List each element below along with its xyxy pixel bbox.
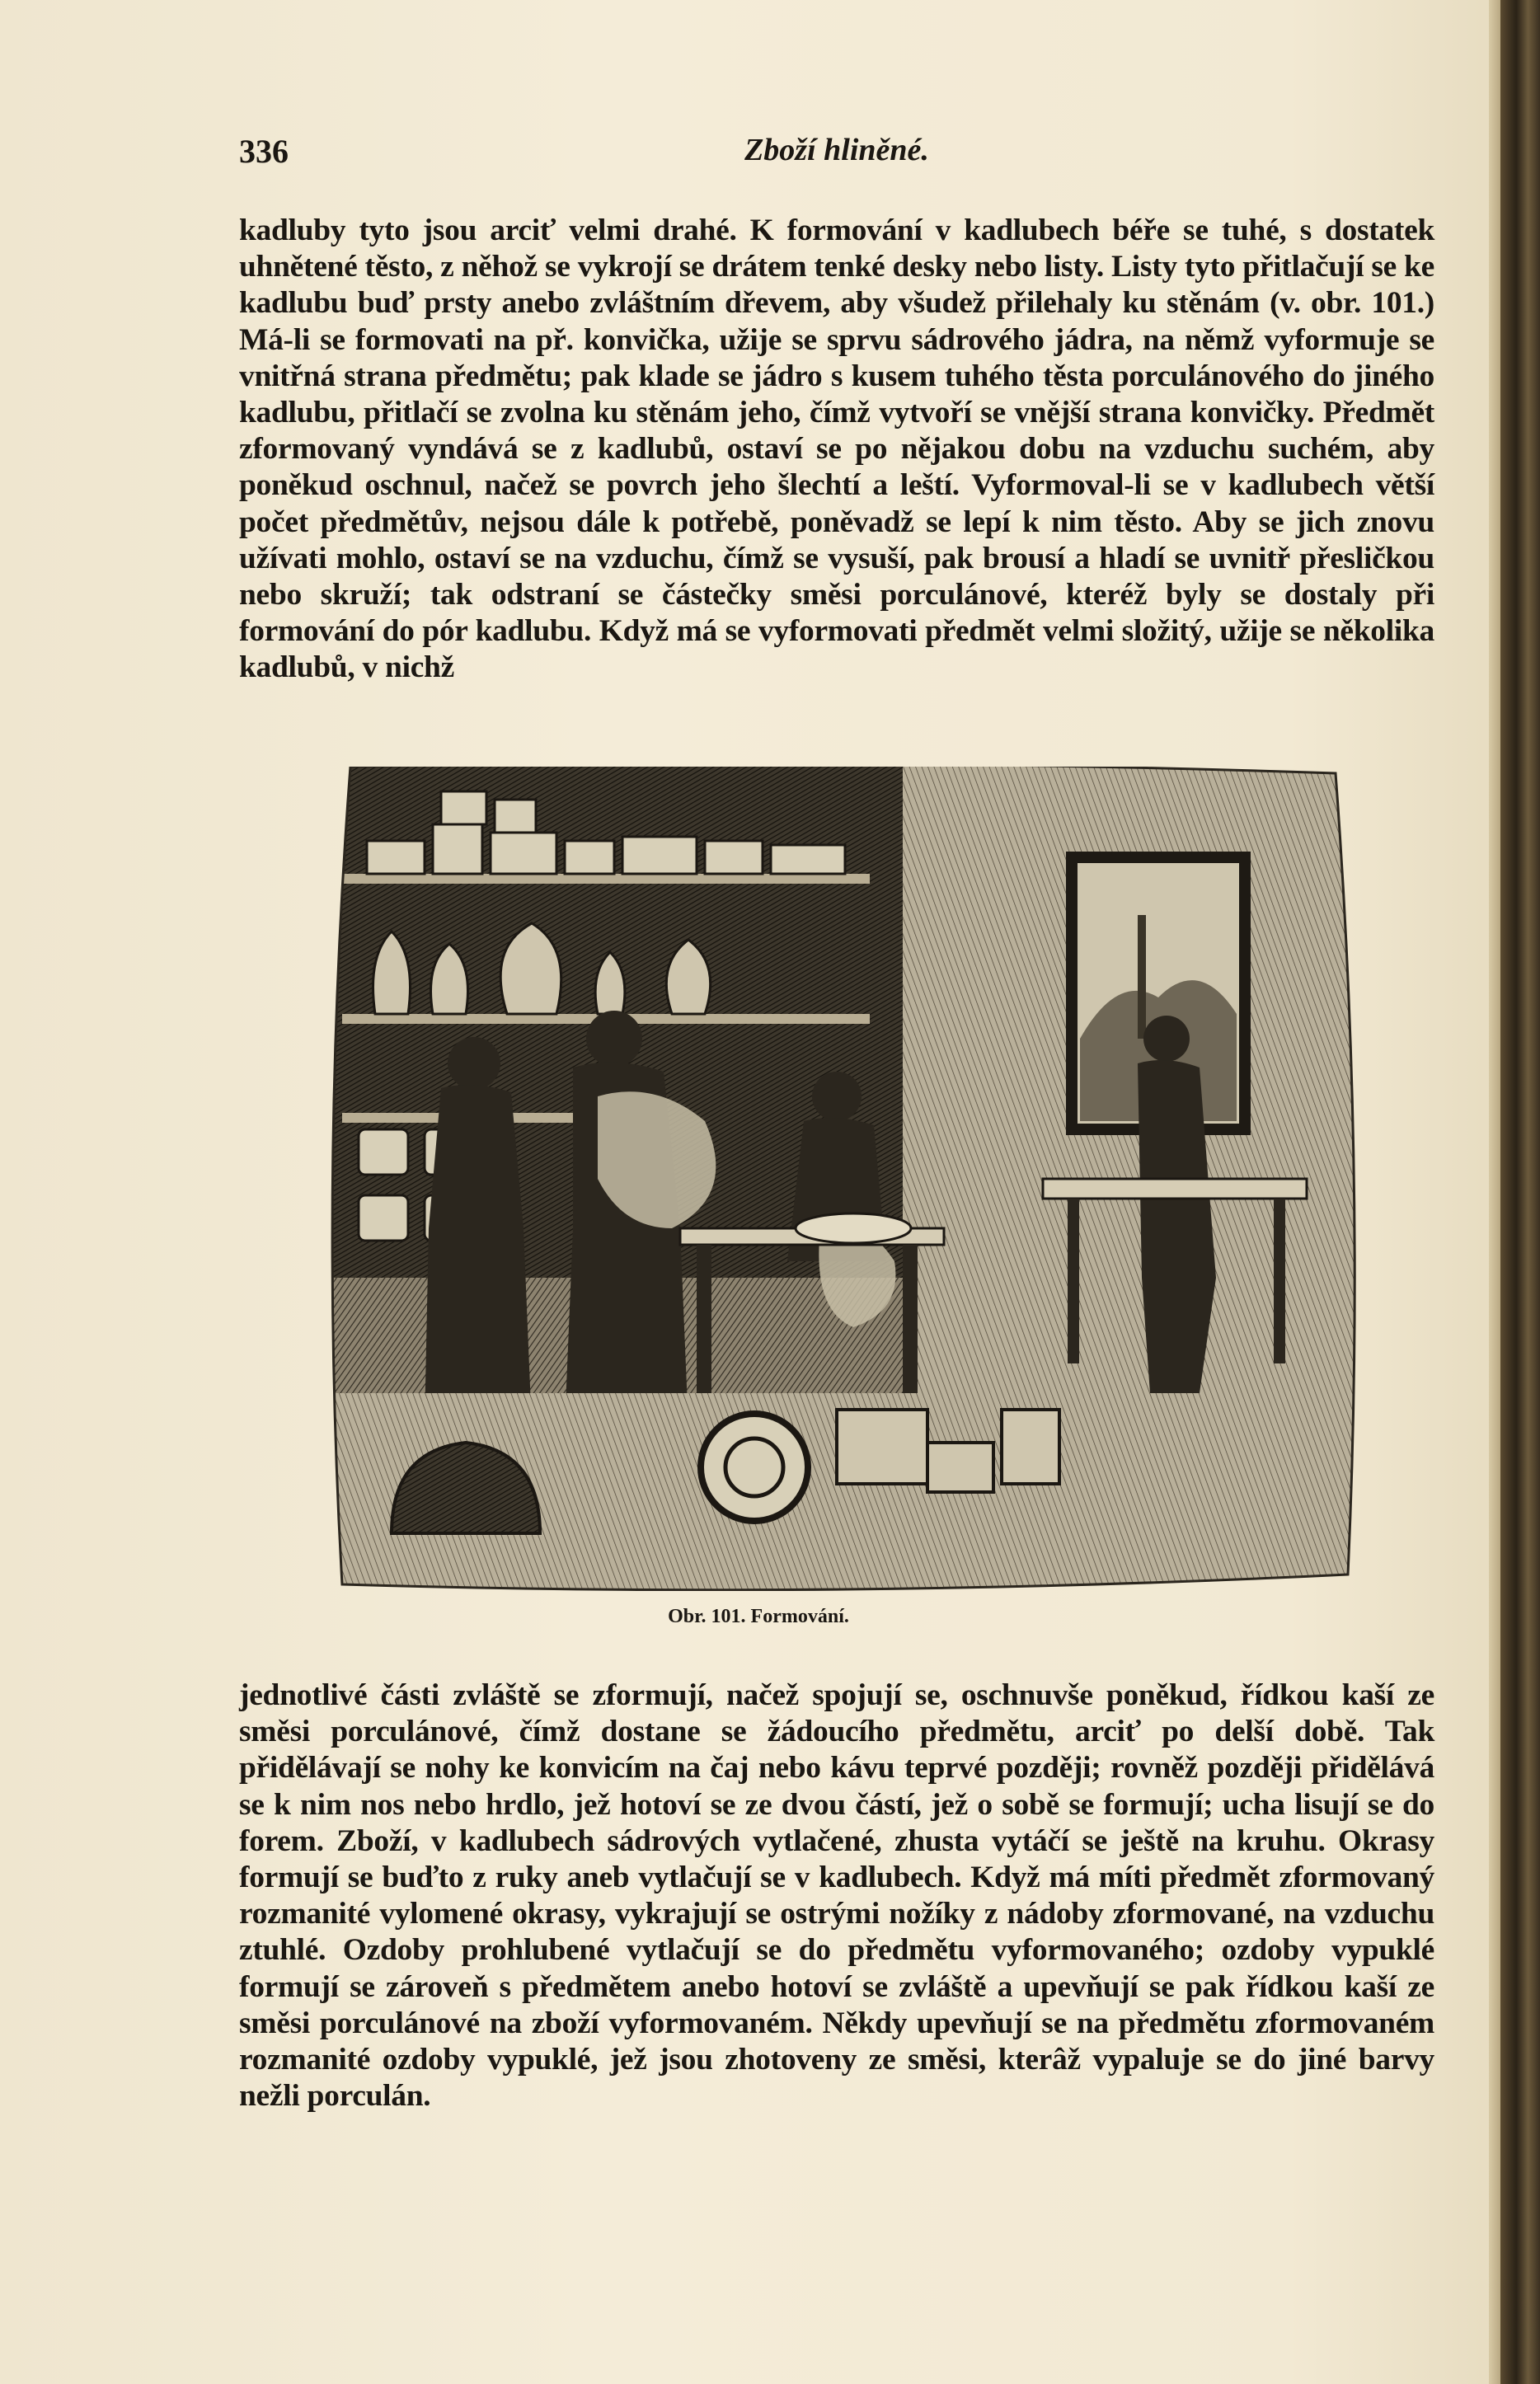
page-header [239, 132, 1434, 173]
workshop-engraving [326, 767, 1360, 1591]
paragraph-2: jednotlivé části zvláště se zformují, načež spojují se, oschnuvše poněkud, řídkou kaší ze směsi porculánové, čímž dostane se žádoucího předmětu, arciť po delší době. Tak přidělávají se nohy ke konvicím na čaj nebo kávu teprvé později; rovněž později přidělává se k nim nos nebo hrdlo, jež hotoví se ze dvou částí, jež o sobě se formují; ucha lisují se do forem. Zboží, v kadlubech sádrových vytlačené, zhusta vytáčí se ještě na kruhu. Okrasy formují se buďto z ruky aneb vytlačují se v kadlubech. Když má míti předmět zformovaný rozmanité vylomené okrasy, vykrajují se ostrými nožíky z nádoby zformované, na vzduchu ztuhlé. Ozdoby prohlubené vytlačují se do předmětu vyformovaného; ozdoby vypuklé formují se zároveň s předmětem anebo hotoví se zvláště a upevňují se pak řídkou kaší ze směsi porculánové na zboží vyformovaném. Někdy upevňují se na předmětu zformovaném rozmanité ozdoby vypuklé, jež jsou zhotoveny ze směsi, kterâž vypaluje se do jiné barvy nežli porculán. [239, 1678, 1434, 2114]
running-title: Zboží hliněné. [744, 133, 929, 167]
page-number: 336 [239, 133, 289, 170]
paragraph-1: kadluby tyto jsou arciť velmi drahé. K formování v kadlubech béře se tuhé, s dostatek uhnětené těsto, z něhož se vykrojí se drátem tenké desky nebo listy. Listy tyto přitlačují se ke kadlubu buď prsty anebo zvláštním dřevem, aby všudež přilehaly ku stěnám (v. obr. 101.) Má-li se formovati na př. konvička, užije se sprvu sádrového jádra, na němž vyformuje se vnitřná strana předmětu; pak klade se jádro s kusem tuhého těsta porculánového do jiného kadlubu, přitlačí se zvolna ku stěnám jeho, čímž vytvoří se vnější strana konvičky. Předmět zformovaný vyndává se z kadlubů, ostaví se po nějakou dobu na vzduchu suchém, aby poněkud oschnul, načež se povrch jeho šlechtí a leští. Vyformoval-li se v kadlubech větší počet předmětův, nejsou dále k potřebě, poněvadž se lepí k nim těsto. Aby se jich znovu užívati mohlo, ostaví se na vzduchu, čímž se vysuší, pak brousí a hladí se uvnitř přesličkou nebo skruží; tak odstraní se částečky směsi porculánové, kteréž byly se dostaly při formování do pór kadlubu. Když má se vyformovati předmět velmi složitý, užije se několika kadlubů, v nichž [239, 214, 1434, 685]
book-spine [1500, 0, 1540, 2384]
figure-caption: Obr. 101. Formování. [668, 1606, 849, 1627]
engraving-illustration [326, 767, 1360, 1591]
page-edge [1489, 0, 1500, 2384]
